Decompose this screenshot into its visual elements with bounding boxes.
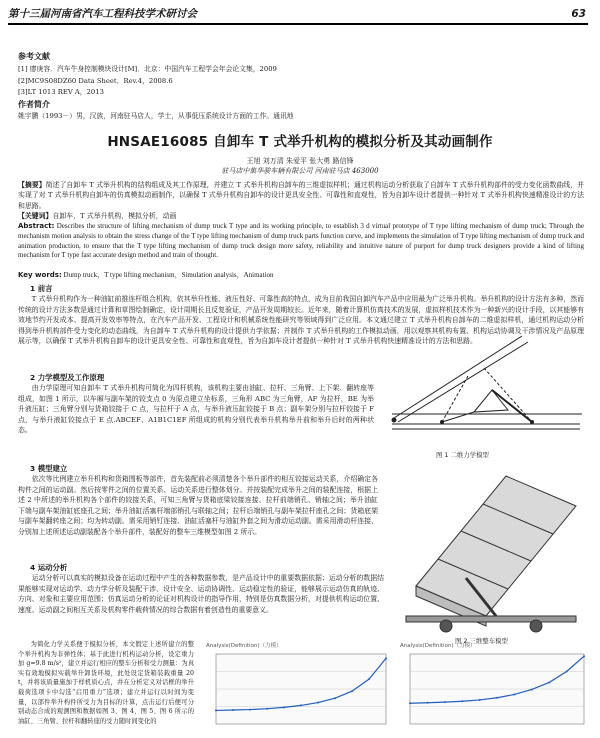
references-heading: 参考文献 <box>18 52 50 61</box>
paper-affiliation: 驻马店中集华骏车辆有限公司 河南驻马店 463000 <box>221 167 379 175</box>
abstract-en-text: Describes the structure of lifting mechanism of dump truck T type and its working principle, to establish 3 d virtual prototype of T type lifting mechanism of dump truck; Through the mechanism motion analysis to obtain the stress change of the T type lifting mechanism of dump truck parts function curve, and implements the simulation of T type lifting mechanism of dump truck and animation production, to ensure that the T type lifting mechanism of dump truck design more safety, reliability and intuitive nature of purport for dump truck designers provide a kind of lifting mechanism for T type fast accurate design method and train of thought. <box>18 222 584 260</box>
data-point <box>385 657 387 659</box>
references-list <box>18 64 588 99</box>
section-heading-intro: 1 前言 <box>30 284 53 293</box>
chart-1-title: Analysis(Definition)（力模） <box>206 643 282 649</box>
abstract-en-label: Abstract: <box>18 222 55 230</box>
section-heading-model: 2 力学模型及工作原理 <box>30 373 105 382</box>
keywords-en-label: Key words: <box>18 271 62 279</box>
data-point <box>317 702 319 704</box>
data-point <box>566 671 568 673</box>
data-point <box>531 688 533 690</box>
pivot-e <box>531 421 534 424</box>
data-point <box>351 690 353 692</box>
keywords-cn-text: 自卸车，T 式举升机构，模拟分析，动画 <box>52 212 177 220</box>
data-point <box>426 702 428 704</box>
data-point <box>513 693 515 695</box>
reference-item: [3]LT 1013 REV A，2013 <box>18 88 104 96</box>
data-point <box>334 697 336 699</box>
data-point <box>300 704 302 706</box>
chart-2-force-curve <box>396 648 590 734</box>
chart-1-force-curve <box>202 648 392 734</box>
reference-item: [2]MC9S08DZ60 Data Sheet．Rev.4，2008.6 <box>18 76 173 85</box>
paragraph-analysis-2: 为简化力学关系便于模拟分析，本文假定上述所建立的整个举升机构为非弹性体；基于此进行机构运动分析，设定重力加 g=9.8 m/s²，建立并运行相应的整车分析和受力测量：为真实有效地模拟实载举升卸货环境，此处设定货箱装载重量 20 t，并将该质量施加于样机质心点，并在分析定义对话框的举升载荷选项卡中勾选“启用重力”选项；建立并运行以时间为变量，以部件举升构件所受力为目标的计算，点击运行后便可分别动态合成的观测图和数据如图 3、图 4、图 5、图 6 所示的油缸、三角臂、拉杆和翻转座的受力随时间变化的 <box>18 641 194 725</box>
data-point <box>548 681 550 683</box>
triangle-arm <box>474 390 508 412</box>
author-bio: 姚宇鹏（1993－）男，汉族，河南驻马店人，学士，从事低压系统设计方面的工作。通讯地 <box>18 112 294 120</box>
data-point <box>283 706 285 708</box>
data-point <box>479 699 481 701</box>
wheel <box>440 620 452 632</box>
author-info-heading: 作者简介 <box>18 100 50 109</box>
data-point <box>583 655 585 657</box>
pivot-f <box>441 421 444 424</box>
running-header <box>8 5 588 25</box>
chart-2-title: Analysis(Definition)（力模） <box>400 643 476 649</box>
section-heading-analysis: 4 运动分析 <box>30 563 68 572</box>
data-point <box>496 697 498 699</box>
abstract-en <box>18 222 584 261</box>
paper-authors: 王旭 刘万清 朱爱平 张大勇 路信锋 <box>246 157 354 165</box>
keywords-en-text: Dump truck，T type lifting mechanism，Simulation analysis，Animation <box>63 271 274 279</box>
running-header-title: 第十三届河南省汽车工程科技学术研讨会 <box>8 8 197 20</box>
figure-2-caption: 图 2 三维整车模型 <box>455 637 508 645</box>
figure-2-truck-model <box>386 466 586 634</box>
data-point <box>368 678 370 680</box>
lift-cylinder <box>492 390 532 422</box>
keywords-en <box>18 270 584 280</box>
data-point <box>249 709 251 711</box>
figure-1-mechanics-diagram <box>382 328 590 448</box>
keywords-cn <box>18 211 584 221</box>
abstract-cn-label: 【摘要】 <box>18 181 46 189</box>
abstract-cn <box>18 180 584 211</box>
data-point <box>232 709 234 711</box>
data-point <box>215 709 217 711</box>
paragraph-analysis-1: 运动分析可以真实的模拟设备在运动过程中产生的各种数据参数，是产品设计中的重要数据依据；运动分析的数据结果能够实现对运动学、动力学分析及装配干涉、设计安全、运动协调性、运动稳定性的验证，能够展示运动仿真的轨迹、方向、对象和主要应用范围；仿真运动分析的论证对机构设计的指导作用，特别是仿真数据分析，对提供机构运动位置、速度、运动副之间相互关系及机构零件载荷情况的综合数据有着创造性的重要意义。 <box>18 574 384 614</box>
page-number: 63 <box>571 8 586 20</box>
chassis <box>406 616 576 622</box>
reference-item: [1] 廖庚容．汽车牛身控制模块设计[M]．北京：中国汽车工程学会年会论文集，2009 <box>18 65 277 73</box>
cargo-box-raised <box>394 336 522 418</box>
paragraph-virtual: 依次等比例建立举升机构和货箱围板等部件，首先装配前必须清楚各个举升部件的相互铰接运动关系，介绍确定各构件之间的运动副。然后按零件之间的位置关系、运动关系进行整体划分。并按装配完成举升之间的装配连接，根据上述 2 中所述的举升机构各个部件的铰接关系，可知三角臂与货箱底梁铰接连接、拉杆前端销孔、销轴之间；举升油缸下端与副车架油缸底座孔之间；举升油缸活塞杆端部销孔与联轴之间；拉杆后端销孔与副车架拉杆座孔之间；货箱底架与副车架翻转座之间；均为转动副。需采用销钉连接、油缸活塞杆与油缸外套之间为滑动运动副。需采用滑动杆连接，分别加上述所述运动副装配各个举升部件，装配好的整车三维模型如图 2 所示。 <box>18 475 378 536</box>
data-point <box>266 708 268 710</box>
paragraph-intro: T 式举升机构作为一种油缸前推连杆组合机构，依其举升性能、液压性好、可靠性高的特点，成为目前我国自卸汽车产品中应用最为广泛举升机构。举升机构的设计方法有多种，然而传统的设计方法多数是通过计算和草图绘制确定，设计周期长且反复验证，产品开发周期较长。近年来，随着计算机仿真技术的发展，虚拟样机技术作为一种新兴的设计手段，以其能够有效地节约开发成本、提高开发效率等特点，在汽车产品开发、工程设计和机械系统性能研究等领域得到广泛应用。本文通过建立 T 式举升机构自卸车的二维虚拟样机，通过机构运动分析得到举升机构部件受力变化的动态曲线，为自卸车 T 式举升机构的设计提供力学依据；并制作 T 式举升机构的工作模拟动画，用以观察其机构布置、机构运动协调及干涉情况及产品原理展示等，以确保 T 式举升机构自卸车的设计更具安全性、可靠性和直观性，旨为自卸车设计者提供一种针对 T 式举升机构快速精准设计的方法和思路。 <box>18 295 584 346</box>
paragraph-model: 由力学原理可知自卸车 T 式举升机构可简化为四杆机构，该机构主要由油缸、拉杆、三角臂、上下架、翻转座等组成，如图 1 所示，以车厢与副车架的铰支点 0 为原点建立坐标系，三角形 ABC 为三角臂，AF 为拉杆，BE 为举升液压缸；三角臂分别与货箱铰接于 C 点，与拉杆于 A 点，与举升液压缸铰接于 B 点；副车架分别与拉杆铰接于 F 点，与举升液缸铰接点于 E 点.ABCEF、A1B1C1EF 所组成的机构分别代表举升机构举升前和举升后时的两种状态。 <box>18 384 374 435</box>
data-point <box>409 702 411 704</box>
data-point <box>461 700 463 702</box>
abstract-cn-text: 简述了自卸车 T 式举升机构的结构组成及其工作原理，并建立 T 式举升机构自卸车的三维虚拟样机；通过机构运动分析获取了自卸车 T 式举升机构部件的受力变化函数曲线，并实现了对 T 式举升机构自卸车的仿真模拟动画制作，以确保 T 式举升机构自卸车的设计更具安全性、可靠性和直观性，旨为自卸车设计者提供一种针对 T 式举升机构快速精准设计的方法和思路。 <box>18 181 584 210</box>
keywords-cn-label: 【关键词】 <box>18 212 53 220</box>
section-heading-virtual: 3 模型建立 <box>30 464 68 473</box>
data-point <box>444 701 446 703</box>
wheel <box>530 620 542 632</box>
paper-title: HNSAE16085 自卸车 T 式举升机构的模拟分析及其动画制作 <box>107 134 493 150</box>
pivot-origin <box>392 418 396 422</box>
figure-1-caption: 图 1 二维力学模型 <box>436 451 489 459</box>
